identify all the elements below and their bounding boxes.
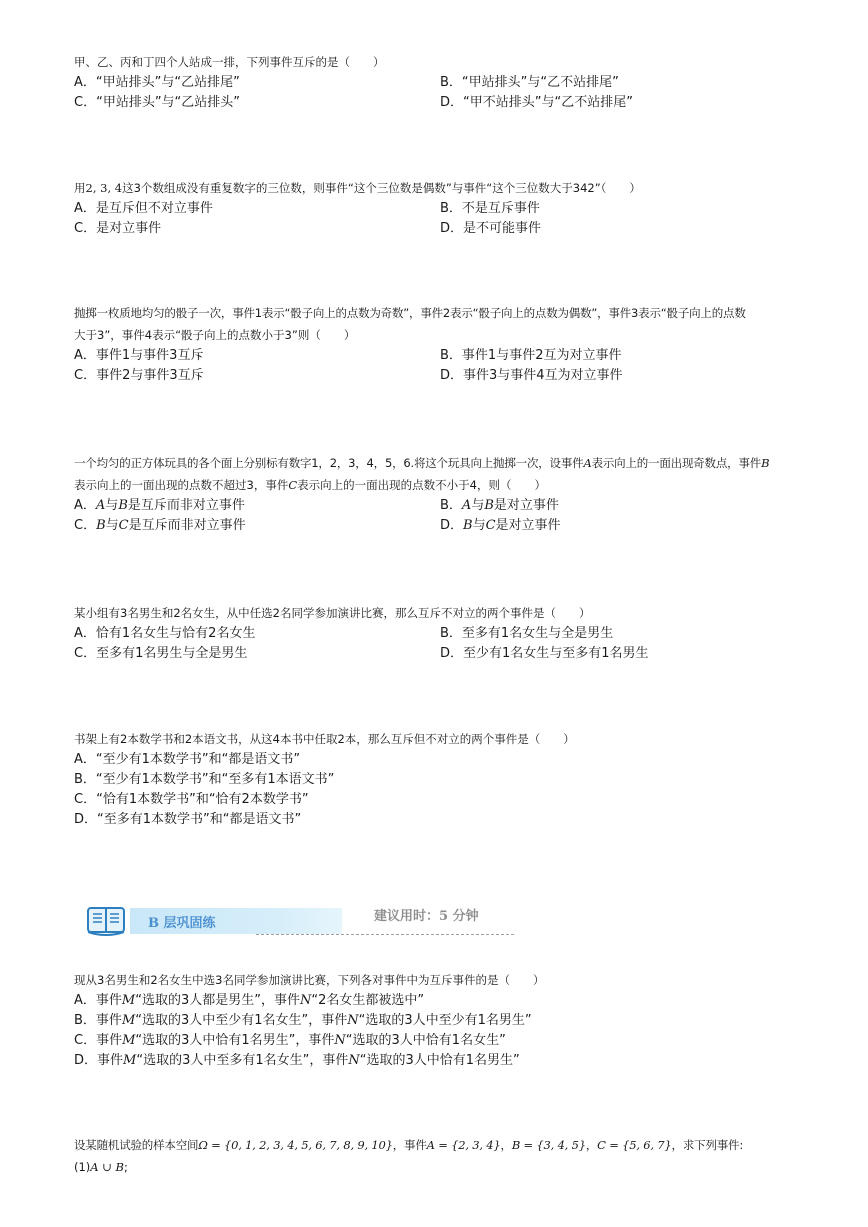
question-stem-line-2: 大于3”，事件4表示“骰子向上的点数小于3”则（ ） [74, 328, 356, 342]
option-text: 至多有1名女生与全是男生 [461, 626, 614, 641]
question-stem: 现从3名男生和2名女生中选3名同学参加演讲比赛，下列各对事件中为互斥事件的是（ ） [74, 973, 545, 987]
math-var: B [761, 456, 770, 470]
section-divider [256, 934, 514, 935]
option-letter: A． [74, 201, 96, 216]
option-b[interactable] [440, 346, 621, 366]
option-text: 是互斥而非对立事件 [127, 498, 245, 513]
option-b[interactable] [440, 73, 619, 93]
option-text: “选取的3人中恰有1名男生”，事件 [135, 1033, 335, 1048]
stem-text: ， [585, 1138, 598, 1152]
option-letter: A． [74, 75, 96, 90]
option-b[interactable] [440, 624, 613, 644]
option-b[interactable] [74, 770, 334, 790]
math-var: C [485, 518, 496, 533]
option-letter: D． [440, 221, 464, 236]
options [74, 346, 814, 386]
question-4 [74, 452, 814, 536]
question-2 [74, 177, 814, 239]
stem-text: 表示向上的一面出现的点数不小于4，则（ ） [297, 478, 546, 492]
option-a[interactable] [74, 750, 300, 770]
option-text: 事件 [97, 1053, 124, 1068]
option-a[interactable] [74, 73, 240, 93]
option-text: “恰有1本数学书”和“恰有2本数学书” [96, 792, 309, 807]
question-stem: 某小组有3名男生和2名女生，从中任选2名同学参加演讲比赛，那么互斥不对立的两个事件是（ ） [74, 606, 591, 620]
option-a[interactable] [74, 496, 245, 516]
option-a[interactable] [74, 624, 255, 644]
question-6 [74, 728, 814, 830]
options [74, 496, 814, 536]
option-text: 事件 [95, 993, 122, 1008]
option-text: “甲站排头”与“乙不站排尾” [461, 75, 619, 90]
option-text: “至少有1本数学书”和“至多有1本语文书” [95, 772, 335, 787]
math-var: B [463, 518, 473, 533]
question-3 [74, 302, 814, 386]
option-letter: A． [74, 752, 96, 767]
option-text: 事件3与事件4互为对立事件 [463, 368, 623, 383]
math-var: N [334, 1033, 346, 1048]
math-var: B [118, 498, 128, 513]
option-letter: B． [440, 201, 462, 216]
option-c[interactable] [74, 93, 240, 113]
option-letter: D． [440, 518, 464, 533]
question-stem-line-1: 抛掷一枚质地均匀的骰子一次，事件1表示“骰子向上的点数为奇数”，事件2表示“骰子向上的点数为偶数”，事件3表示“骰子向上的点数 [74, 306, 746, 320]
option-text: “2名女生都被选中” [311, 993, 425, 1008]
option-d[interactable] [74, 1051, 520, 1071]
math-set-a: A = {2, 3, 4} [426, 1138, 501, 1152]
math-sample-space: Ω = {0, 1, 2, 3, 4, 5, 6, 7, 8, 9, 10} [198, 1138, 393, 1152]
stem-text: 这3个数组成没有重复数字的三位数，则事件“这个三位数是偶数”与事件“这个三位数大于342”（ ） [122, 181, 641, 195]
options [74, 991, 814, 1071]
math-var: M [122, 1033, 136, 1048]
option-letter: D． [74, 1053, 98, 1068]
section-title: B 层巩固练 [148, 916, 216, 931]
option-text: “至少有1本数学书”和“都是语文书” [95, 752, 301, 767]
question-stem [74, 1134, 814, 1156]
option-c[interactable] [74, 516, 246, 536]
math-var: A [583, 456, 592, 470]
section-header [86, 898, 526, 944]
option-text: “甲站排头”与“乙站排头” [96, 95, 241, 110]
option-text: “甲不站排头”与“乙不站排尾” [463, 95, 633, 110]
math-var: B [96, 518, 106, 533]
stem-text: 表示向上的一面出现奇数点，事件 [591, 456, 762, 470]
sub-question-number: (1) [74, 1160, 91, 1174]
math-expression: A ∪ B [90, 1160, 124, 1174]
math-var: M [121, 993, 136, 1008]
option-letter: C． [74, 1033, 97, 1048]
option-letter: C． [74, 368, 97, 383]
question-stem: 甲、乙、丙和丁四个人站成一排，下列事件互斥的是（ ） [74, 55, 385, 69]
option-text: “选取的3人中至少有1名女生”，事件 [135, 1013, 348, 1028]
math-var: A [95, 498, 106, 513]
option-text: “至多有1本数学书”和“都是语文书” [97, 812, 302, 827]
option-d[interactable] [440, 366, 623, 386]
math-var: A [461, 498, 472, 513]
option-text: “选取的3人中至少有1名男生” [358, 1013, 532, 1028]
option-letter: C． [74, 221, 97, 236]
option-letter: A． [74, 498, 96, 513]
option-c[interactable] [74, 219, 161, 239]
stem-text: ，事件 [392, 1138, 427, 1152]
option-d[interactable] [440, 93, 633, 113]
sub-question-1 [74, 1156, 814, 1178]
option-c[interactable] [74, 644, 247, 664]
stem-text: ; [124, 1160, 128, 1174]
option-text: 事件 [96, 1033, 123, 1048]
option-text: “选取的3人都是男生”，事件 [135, 993, 300, 1008]
option-letter: B． [440, 348, 462, 363]
question-stem-line-1 [74, 452, 814, 474]
option-text: 与 [472, 518, 486, 533]
option-text: “选取的3人中恰有1名女生” [345, 1033, 506, 1048]
option-text: 恰有1名女生与恰有2名女生 [95, 626, 256, 641]
option-text: 是互斥但不对立事件 [95, 201, 213, 216]
option-a[interactable] [74, 991, 424, 1011]
options [74, 624, 814, 664]
question-7 [74, 969, 814, 1071]
question-stem [74, 177, 814, 199]
option-letter: C． [74, 95, 97, 110]
option-text: 至多有1名男生与全是男生 [96, 646, 248, 661]
question-1 [74, 51, 814, 113]
book-icon [86, 902, 126, 936]
options [74, 750, 814, 830]
option-letter: D． [440, 95, 464, 110]
option-text: 与 [105, 498, 119, 513]
question-stem-line-2 [74, 474, 814, 496]
math-numbers: 2, 3, 4 [85, 181, 123, 195]
options [74, 199, 814, 239]
math-var: M [123, 1053, 137, 1068]
option-c[interactable] [74, 1031, 506, 1051]
option-text: 与 [471, 498, 485, 513]
option-d[interactable] [74, 810, 301, 830]
option-letter: D． [440, 368, 464, 383]
option-text: 事件1与事件2互为对立事件 [461, 348, 622, 363]
option-text: 是对立事件 [96, 221, 162, 236]
math-var: N [347, 1013, 359, 1028]
option-text: 至少有1名女生与至多有1名男生 [463, 646, 649, 661]
question-stem: 书架上有2本数学书和2本语文书，从这4本书中任取2本，那么互斥但不对立的两个事件是（ ） [74, 732, 575, 746]
option-letter: D． [440, 646, 464, 661]
option-c[interactable] [74, 366, 204, 386]
option-c[interactable] [74, 790, 309, 810]
question-5 [74, 602, 814, 664]
option-d[interactable] [440, 516, 561, 536]
option-text: “选取的3人中至多有1名女生”，事件 [136, 1053, 349, 1068]
option-letter: A． [74, 348, 96, 363]
stem-text: 表示向上的一面出现的点数不超过3，事件 [74, 478, 289, 492]
math-var: C [288, 478, 298, 492]
stem-text: ，求下列事件: [671, 1138, 743, 1152]
option-d[interactable] [440, 644, 649, 664]
option-letter: C． [74, 792, 97, 807]
options [74, 73, 814, 113]
stem-text: 一个均匀的正方体玩具的各个面上分别标有数字1，2，3，4，5，6.将这个玩具向上抛掷一次，设事件 [74, 456, 584, 470]
option-text: 是对立事件 [493, 498, 559, 513]
math-var: B [484, 498, 494, 513]
option-letter: A． [74, 626, 96, 641]
suggested-time: 建议用时：5 分钟 [374, 909, 479, 924]
option-a[interactable] [74, 346, 203, 366]
option-letter: C． [74, 646, 97, 661]
option-b[interactable] [74, 1011, 532, 1031]
question-8 [74, 1134, 814, 1178]
math-set-b: B = {3, 4, 5} [511, 1138, 586, 1152]
option-letter: C． [74, 518, 97, 533]
option-letter: B． [74, 1013, 96, 1028]
option-letter: B． [74, 772, 96, 787]
option-text: 与 [105, 518, 119, 533]
math-set-c: C = {5, 6, 7} [597, 1138, 672, 1152]
option-letter: B． [440, 498, 462, 513]
option-a[interactable] [74, 199, 213, 219]
math-var: M [121, 1013, 136, 1028]
option-text: 是互斥而非对立事件 [128, 518, 246, 533]
math-var: N [299, 993, 312, 1008]
math-var: N [348, 1053, 360, 1068]
option-text: 事件2与事件3互斥 [96, 368, 204, 383]
option-letter: B． [440, 75, 462, 90]
option-letter: D． [74, 812, 98, 827]
stem-text: 设某随机试验的样本空间 [74, 1138, 199, 1152]
stem-text: 用 [74, 181, 86, 195]
option-text: 是对立事件 [495, 518, 561, 533]
option-text: 是不可能事件 [463, 221, 542, 236]
option-text: “选取的3人中恰有1名男生” [359, 1053, 520, 1068]
option-letter: A． [74, 993, 96, 1008]
stem-text: ， [500, 1138, 512, 1152]
option-text: 事件 [95, 1013, 122, 1028]
option-text: 不是互斥事件 [461, 201, 540, 216]
option-b[interactable] [440, 199, 540, 219]
option-b[interactable] [440, 496, 559, 516]
math-var: C [118, 518, 129, 533]
option-d[interactable] [440, 219, 541, 239]
option-text: 事件1与事件3互斥 [95, 348, 204, 363]
option-letter: B． [440, 626, 462, 641]
option-text: “甲站排头”与“乙站排尾” [95, 75, 240, 90]
